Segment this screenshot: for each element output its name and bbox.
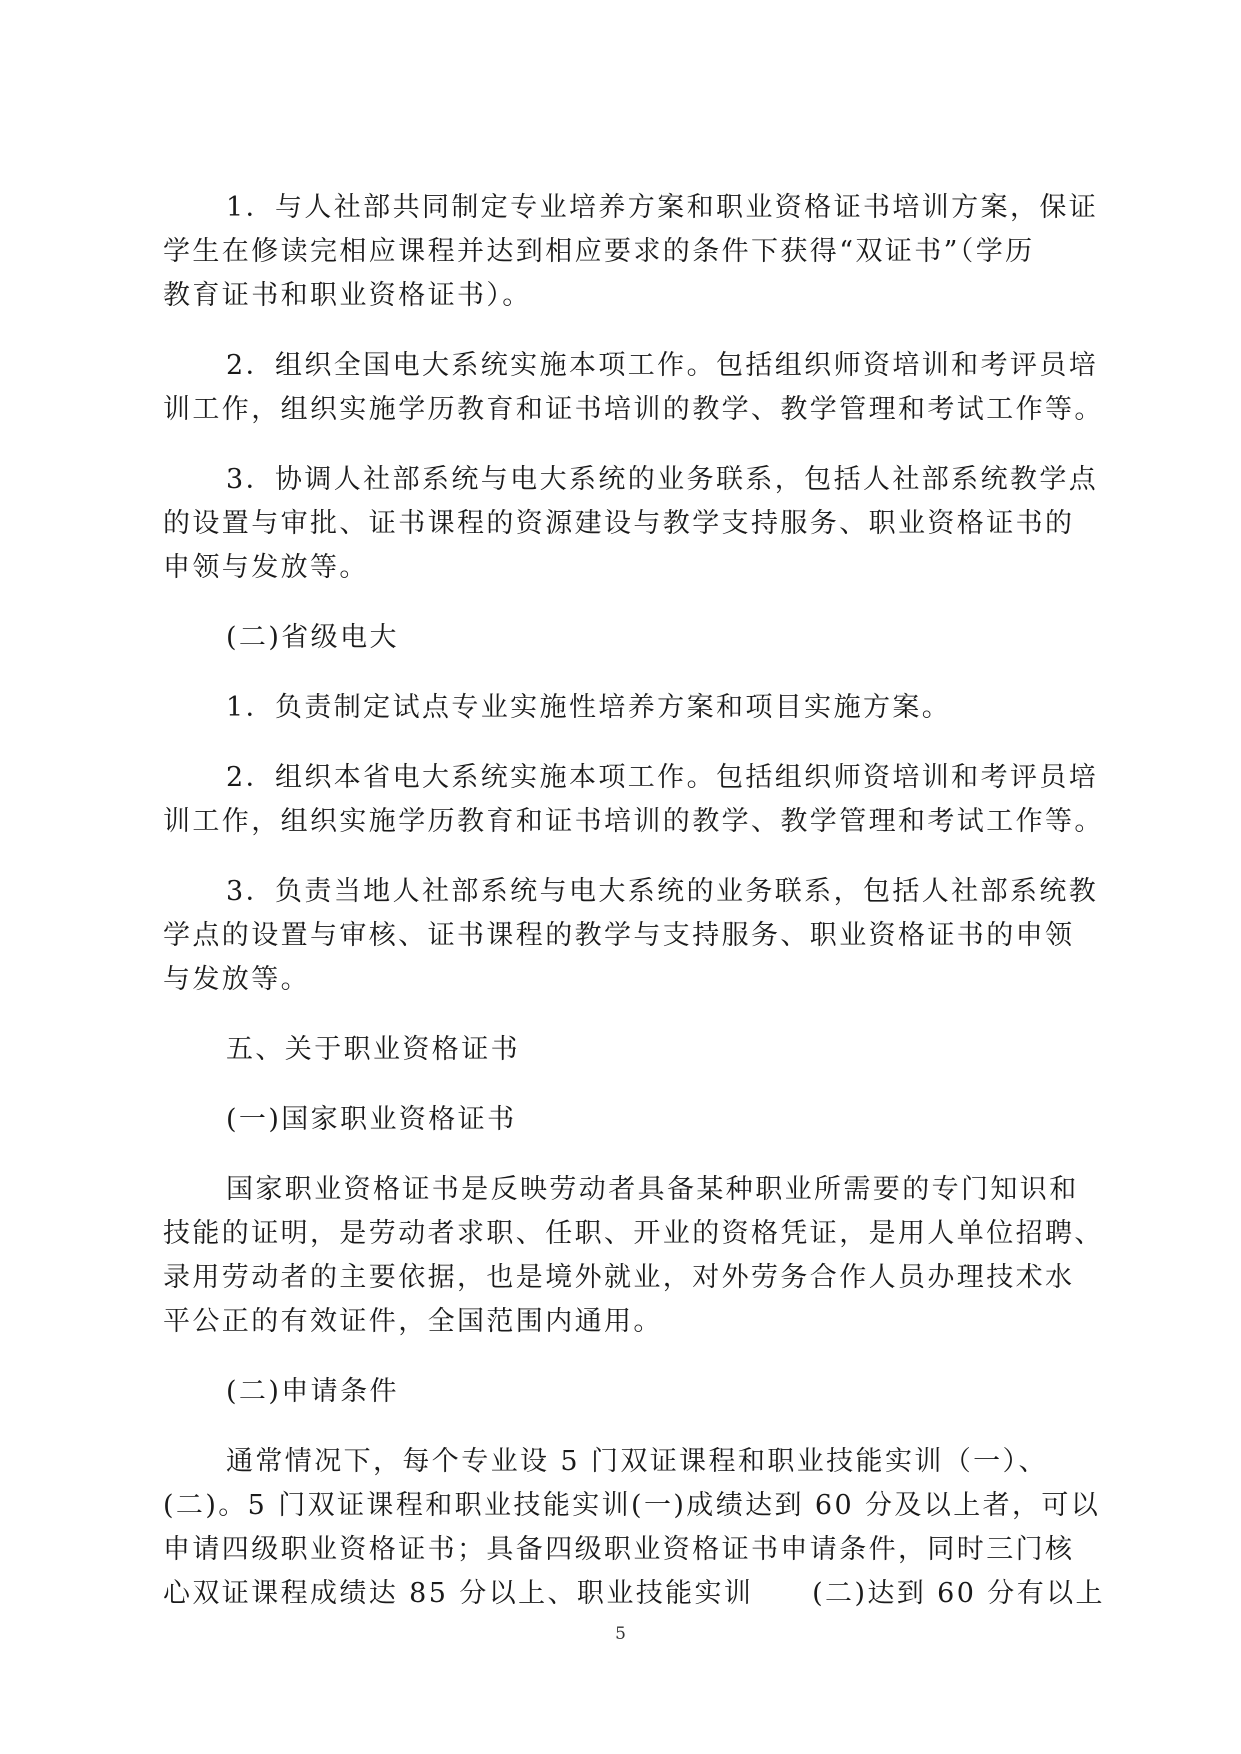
text-line: 通常情况下，每个专业设 5 门双证课程和职业技能实训（一）、: [226, 1446, 1048, 1477]
paragraph: [163, 458, 1099, 590]
text-line: 1．负责制定试点专业实施性培养方案和项目实施方案。: [226, 692, 952, 723]
section-heading: [163, 1028, 1083, 1072]
text-line: 国家职业资格证书是反映劳动者具备某种职业所需要的专门知识和: [226, 1174, 1079, 1205]
text-line: 3．协调人社部系统与电大系统的业务联系，包括人社部系统教学点: [226, 464, 1099, 495]
text-line: (二)申请条件: [226, 1376, 399, 1407]
text-line: 录用劳动者的主要依据，也是境外就业，对外劳务合作人员办理技术水: [163, 1262, 1075, 1293]
text-line: 教育证书和职业资格证书）。: [163, 280, 532, 311]
paragraph: [163, 344, 1104, 432]
text-line: 学生在修读完相应课程并达到相应要求的条件下获得“双证书”（学历: [163, 236, 1035, 267]
text-line: (二)省级电大: [226, 622, 399, 653]
text-line: 1．与人社部共同制定专业培养方案和职业资格证书培训方案，保证: [226, 192, 1099, 223]
text-line: 与发放等。: [163, 964, 310, 995]
text-line: 训工作，组织实施学历教育和证书培训的教学、教学管理和考试工作等。: [163, 806, 1104, 837]
paragraph: [163, 1440, 1105, 1616]
document-body: [163, 186, 1105, 1642]
page-number: 5: [615, 1624, 626, 1644]
paragraph: [163, 1168, 1104, 1344]
paragraph: [163, 756, 1104, 844]
text-line: 2．组织本省电大系统实施本项工作。包括组织师资培训和考评员培: [226, 762, 1099, 793]
paragraph: [163, 870, 1099, 1002]
text-line: 3．负责当地人社部系统与电大系统的业务联系，包括人社部系统教: [226, 876, 1099, 907]
text-line: 申请四级职业资格证书；具备四级职业资格证书申请条件，同时三门核: [163, 1534, 1075, 1565]
text-line: 申领与发放等。: [163, 552, 369, 583]
text-line: (二)。5 门双证课程和职业技能实训(一)成绩达到 60 分及以上者，可以: [163, 1490, 1101, 1521]
text-line: 平公正的有效证件，全国范围内通用。: [163, 1306, 663, 1337]
text-line: 的设置与审批、证书课程的资源建设与教学支持服务、职业资格证书的: [163, 508, 1075, 539]
section-heading: [163, 616, 1083, 660]
paragraph: [163, 186, 1099, 318]
text-line: 学点的设置与审核、证书课程的教学与支持服务、职业资格证书的申领: [163, 920, 1075, 951]
text-line: 心双证课程成绩达 85 分以上、职业技能实训 (二)达到 60 分有以上: [163, 1578, 1105, 1609]
paragraph: [163, 686, 1083, 730]
section-heading: [163, 1370, 1083, 1414]
text-line: (一)国家职业资格证书: [226, 1104, 517, 1135]
text-line: 2．组织全国电大系统实施本项工作。包括组织师资培训和考评员培: [226, 350, 1099, 381]
section-heading: [163, 1098, 1083, 1142]
text-line: 训工作，组织实施学历教育和证书培训的教学、教学管理和考试工作等。: [163, 394, 1104, 425]
text-line: 技能的证明，是劳动者求职、任职、开业的资格凭证，是用人单位招聘、: [163, 1218, 1104, 1249]
text-line: 五、关于职业资格证书: [226, 1034, 520, 1065]
